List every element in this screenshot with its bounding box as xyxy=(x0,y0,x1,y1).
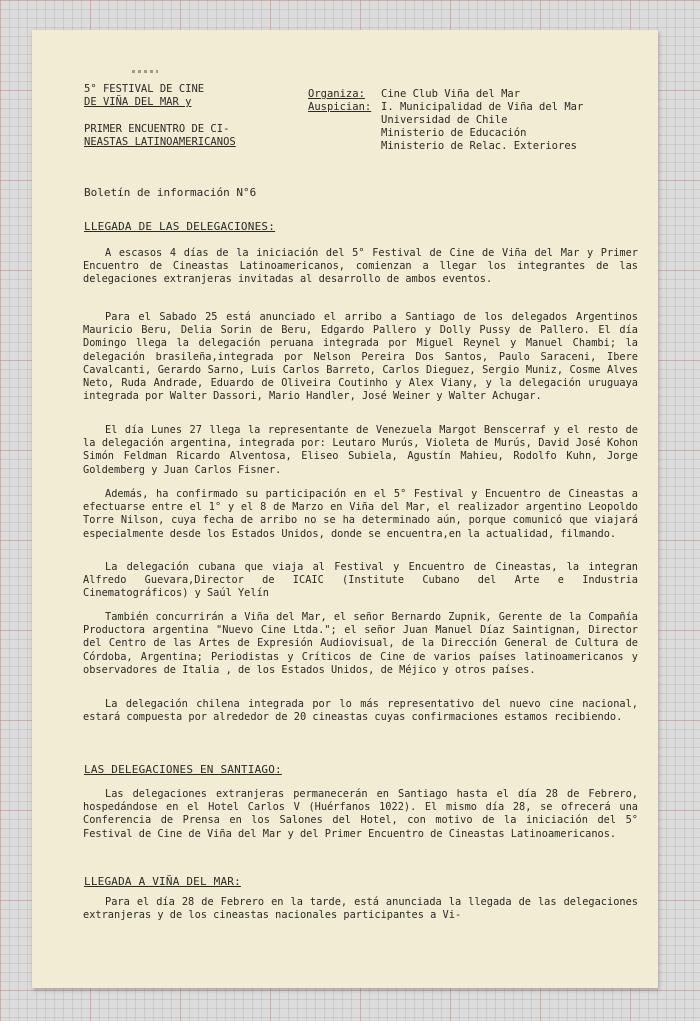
paragraph: Además, ha confirmado su participación en el 5° Festival y Encuentro de Cineastas a efectuarse entre el 1° y el 8 de Marzo en Viña del Mar, el realizador argentino Leopoldo Torre Nilson, cuya fecha de arribo no se ha determinado aún, porque comunicó que viajará especialmente desde los Estados Unidos, donde se encuentra,en la actualidad, filmando. xyxy=(83,488,638,540)
paragraph: Para el Sabado 25 está anunciado el arribo a Santiago de los delegados Argentinos Mauricio Beru, Delia Sorin de Beru, Edgardo Pallero y Dolly Pussy de Pallero. El día Domingo llega la delegación peruana integrada por Miguel Reynel y Manuel Chambi; la delegación brasileña,integrada por Nelson Pereira Dos Santos, Paulo Saraceni, Ibere Cavalcanti, Gerardo Sarno, Luis Carlos Barreto, Carlos Dieguez, Sergio Muniz, Cosme Alves Neto, Ruda Andrade, Eduardo de Oliveira Coutinho y Alex Viany, y la delegación uruguaya integrada por Walter Dassori, Mario Handler, José Weiner y Walter Achugar. xyxy=(83,311,638,403)
section-heading-llegada-delegaciones: LLEGADA DE LAS DELEGACIONES: xyxy=(84,220,276,233)
ink-smudge xyxy=(132,70,158,73)
paragraph: A escasos 4 días de la iniciación del 5° Festival de Cine de Viña del Mar y Primer Encuentro de Cineastas Latinoamericanos, comienzan a llegar los integrantes de las delegaciones extranjeras invitadas al desarrollo de ambos eventos. xyxy=(83,247,638,286)
organizers-block xyxy=(308,88,583,153)
festival-title-line-2: DE VIÑA DEL MAR y xyxy=(84,96,192,108)
festival-title-line-1: 5° FESTIVAL DE CINE xyxy=(84,83,205,95)
encuentro-title-line-2: NEASTAS LATINOAMERICANOS xyxy=(84,136,236,148)
document-page xyxy=(32,30,658,988)
organiza-label: Organiza: xyxy=(308,88,365,100)
auspician-value-4: Ministerio de Relac. Exteriores xyxy=(381,140,577,152)
encuentro-title-line-1: PRIMER ENCUENTRO DE CI- xyxy=(84,123,230,135)
section-heading-delegaciones-santiago: LAS DELEGACIONES EN SANTIAGO: xyxy=(84,763,282,776)
festival-title xyxy=(84,83,204,109)
auspician-value-2: Universidad de Chile xyxy=(381,114,508,126)
auspician-value-3: Ministerio de Educación xyxy=(381,127,527,139)
auspician-label: Auspician: xyxy=(308,101,372,113)
encuentro-title xyxy=(84,123,236,149)
paragraph: El día Lunes 27 llega la representante de Venezuela Margot Benscerraf y el resto de la delegación argentina, integrada por: Leutaro Murús, Violeta de Murús, David José Kohon Simón Feldman Ricardo Alventosa, Eliseo Subiela, Agustín Mahieu, Rodolfo Kuhn, Jorge Goldemberg y Juan Carlos Fisner. xyxy=(83,424,638,476)
auspician-value-1: I. Municipalidad de Viña del Mar xyxy=(381,101,584,113)
paragraph: La delegación chilena integrada por lo más representativo del nuevo cine nacional, estará compuesta por alrededor de 20 cineastas cuyas confirmaciones estamos recibiendo. xyxy=(83,698,638,724)
paragraph: También concurrirán a Viña del Mar, el señor Bernardo Zupnik, Gerente de la Compañía Productora argentina "Nuevo Cine Ltda."; el señor Juan Manuel Díaz Saintignan, Director del Centro de las Artes de Expresión Audiovisual, de la Dirección General de Cultura de Córdoba, Argentina; Periodistas y Críticos de Cine de varios países latinoamericanos y observadores de Italia , de los Estados Unidos, de Méjico y otros países. xyxy=(83,611,638,676)
section-heading-llegada-vina: LLEGADA A VIÑA DEL MAR: xyxy=(84,875,241,888)
paragraph: Para el día 28 de Febrero en la tarde, está anunciada la llegada de las delegaciones extranjeras y de los cineastas nacionales participantes a Vi- xyxy=(83,896,638,922)
paragraph: Las delegaciones extranjeras permanecerán en Santiago hasta el día 28 de Febrero, hospedándose en el Hotel Carlos V (Huérfanos 1022). El mismo día 28, se ofrecerá una Conferencia de Prensa en los Salones del Hotel, con motivo de la iniciación del 5° Festival de Cine de Viña del Mar y del Primer Encuentro de Cineastas Latinoamericanos. xyxy=(83,788,638,840)
paragraph: La delegación cubana que viaja al Festival y Encuentro de Cineastas, la integran Alfredo Guevara,Director de ICAIC (Institute Cubano del Arte e Industria Cinematográficos) y Saúl Yelín xyxy=(83,561,638,600)
organiza-value: Cine Club Viña del Mar xyxy=(381,88,521,100)
bulletin-number: Boletín de información N°6 xyxy=(84,186,257,199)
